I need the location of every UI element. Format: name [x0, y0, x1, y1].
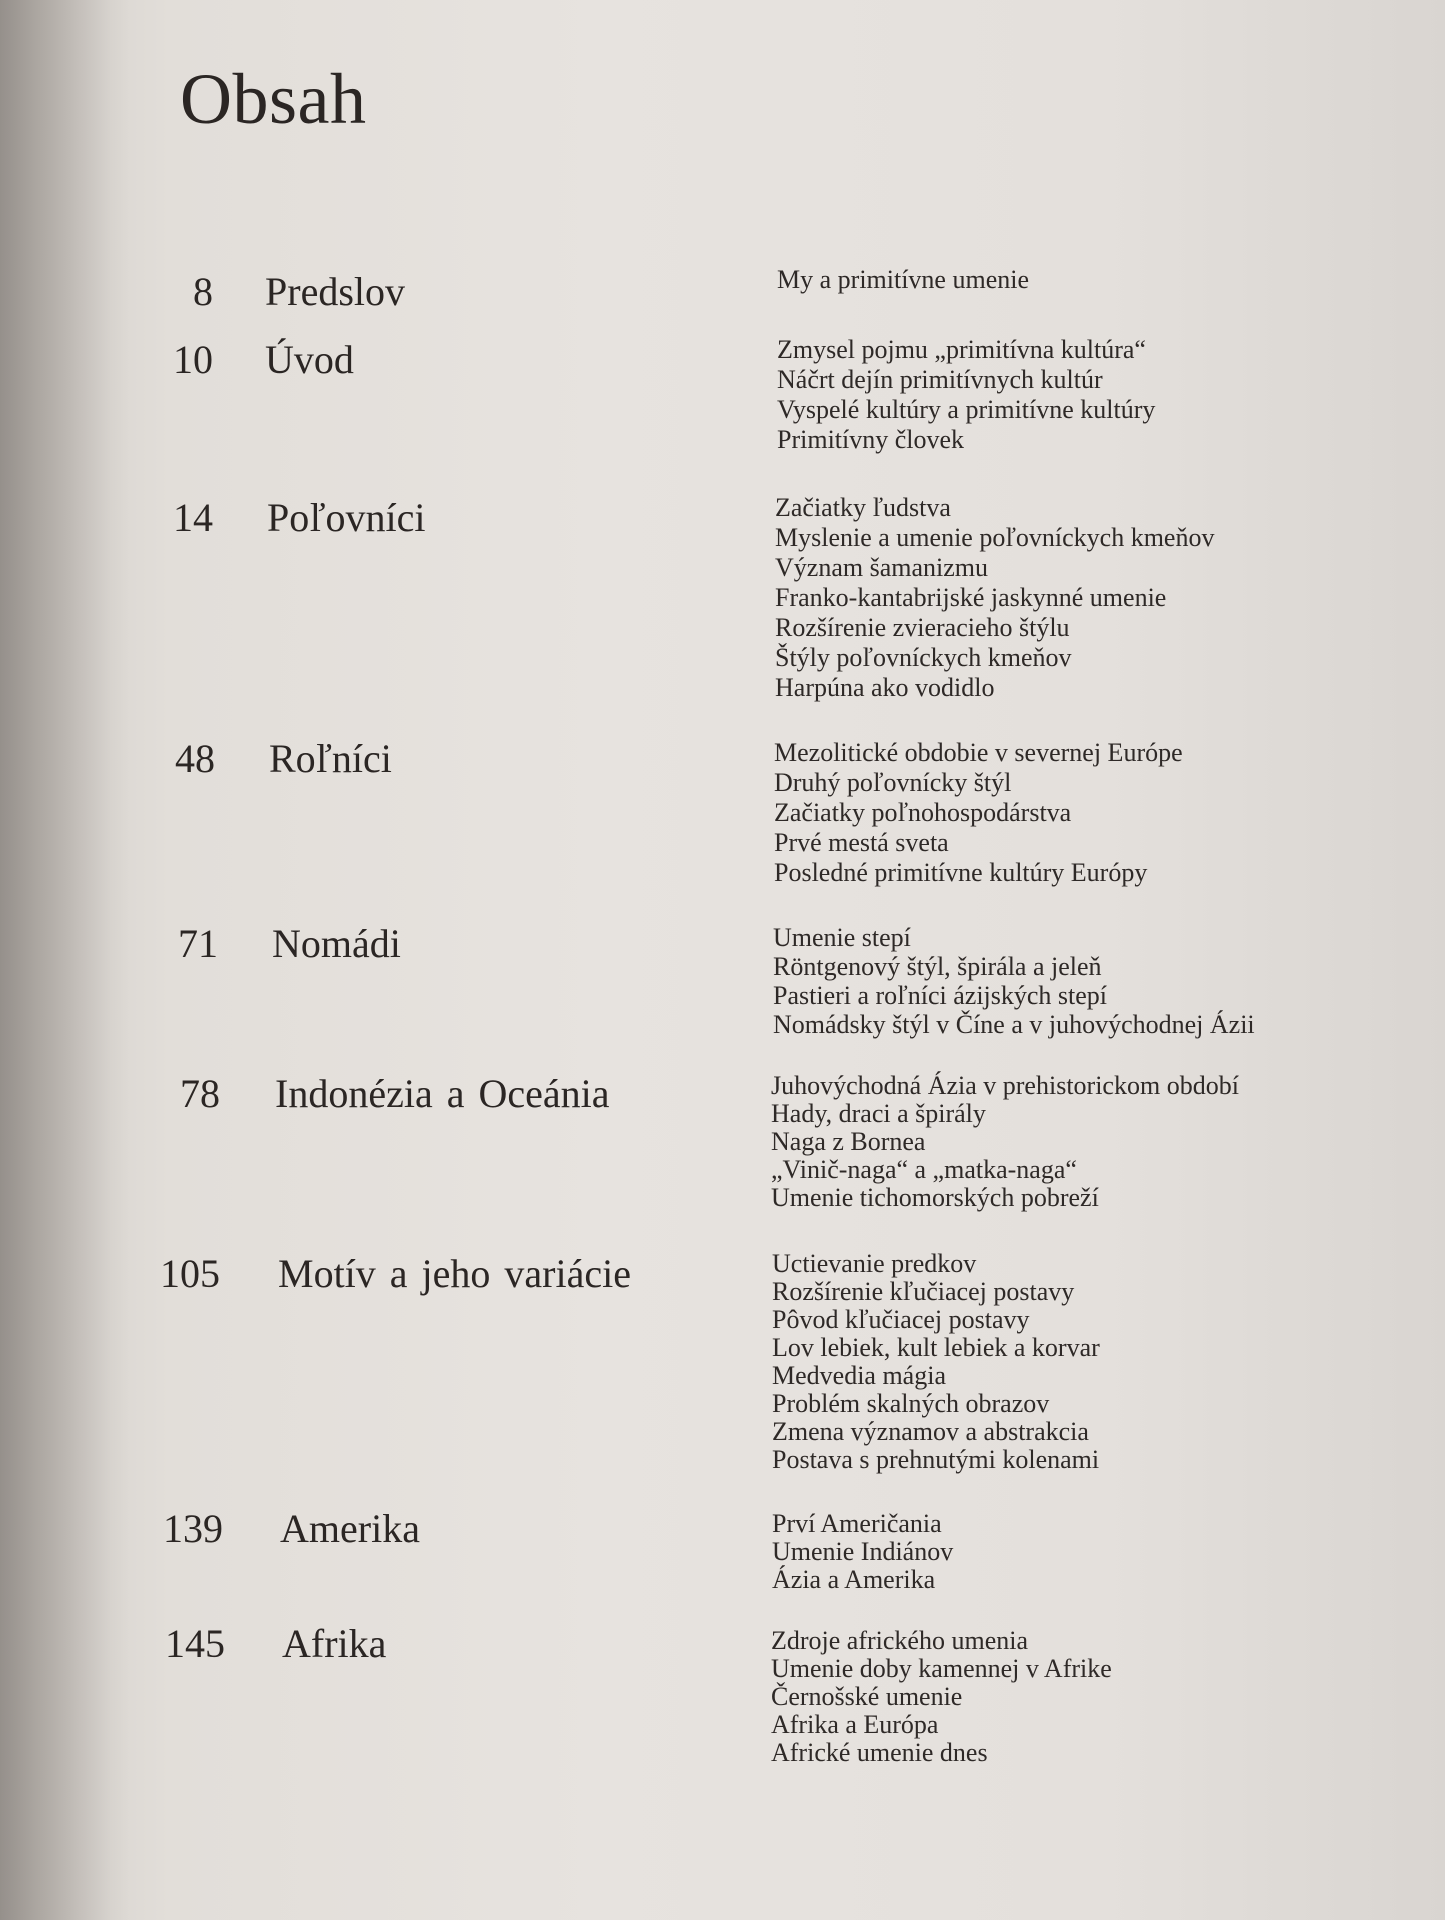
subtopic-item: „Vinič-naga“ a „matka-naga“ — [771, 1155, 1077, 1184]
subtopic-item: Začiatky ľudstva — [775, 493, 951, 522]
subtopic-list — [772, 1510, 953, 1594]
subtopic-item: Juhovýchodná Ázia v prehistorickom období — [771, 1071, 1239, 1100]
subtopic-item: Začiatky poľnohospodárstva — [774, 798, 1072, 827]
subtopic-item: Mezolitické obdobie v severnej Európe — [774, 738, 1183, 767]
subtopic-item: Zmena významov a abstrakcia — [772, 1417, 1089, 1446]
subtopic-item: Vyspelé kultúry a primitívne kultúry — [777, 395, 1156, 424]
chapter-page-number: 139 — [163, 1506, 223, 1551]
chapter-page-number: 145 — [165, 1621, 225, 1666]
subtopic-item: Umenie tichomorských pobreží — [771, 1183, 1099, 1212]
chapter-title: Afrika — [282, 1621, 387, 1666]
subtopic-list — [771, 1627, 1112, 1767]
subtopic-list — [772, 1250, 1100, 1474]
chapter-page-number: 78 — [180, 1071, 220, 1116]
subtopic-item: Umenie doby kamennej v Afrike — [771, 1654, 1112, 1683]
chapter-title: Nomádi — [272, 921, 401, 966]
subtopic-item: Afrika a Európa — [771, 1710, 939, 1739]
subtopic-item: Náčrt dejín primitívnych kultúr — [777, 365, 1103, 394]
subtopic-item: My a primitívne umenie — [777, 265, 1030, 294]
subtopic-item: Medvedia mágia — [772, 1361, 946, 1390]
subtopic-item: Význam šamanizmu — [775, 553, 988, 582]
chapter-title: Roľníci — [269, 736, 392, 781]
chapter-page-number: 71 — [178, 921, 218, 966]
subtopic-item: Zdroje afrického umenia — [771, 1626, 1028, 1655]
subtopic-item: Pastieri a roľníci ázijských stepí — [773, 981, 1108, 1010]
chapter-page-number: 105 — [160, 1251, 220, 1296]
subtopic-item: Posledné primitívne kultúry Európy — [774, 858, 1148, 887]
chapter-title: Motív a jeho variácie — [278, 1251, 631, 1296]
subtopic-item: Prví Američania — [772, 1509, 942, 1538]
chapter-page-number: 14 — [173, 495, 213, 540]
subtopic-item: Harpúna ako vodidlo — [775, 673, 995, 702]
subtopic-item: Černošské umenie — [771, 1682, 963, 1711]
subtopic-item: Africké umenie dnes — [771, 1738, 988, 1767]
page-gutter-shadow — [0, 0, 130, 1920]
chapter-page-number: 8 — [193, 269, 213, 314]
subtopic-item: Zmysel pojmu „primitívna kultúra“ — [777, 335, 1146, 364]
subtopic-item: Problém skalných obrazov — [772, 1389, 1050, 1418]
subtopic-item: Rozšírenie kľučiacej postavy — [772, 1277, 1075, 1306]
chapter-title: Amerika — [280, 1506, 420, 1551]
subtopic-item: Pôvod kľučiacej postavy — [772, 1305, 1030, 1334]
subtopic-item: Naga z Bornea — [771, 1127, 926, 1156]
chapter-page-number: 48 — [175, 736, 215, 781]
subtopic-item: Štýly poľovníckych kmeňov — [775, 643, 1072, 672]
subtopic-item: Umenie Indiánov — [772, 1537, 954, 1566]
subtopic-list — [777, 265, 1029, 295]
chapter-title: Indonézia a Oceánia — [275, 1071, 610, 1116]
page-title: Obsah — [180, 59, 367, 139]
subtopic-item: Primitívny človek — [777, 425, 965, 454]
subtopic-item: Druhý poľovnícky štýl — [774, 768, 1012, 797]
subtopic-item: Nomádsky štýl v Číne a v juhovýchodnej Ázii — [773, 1010, 1255, 1039]
subtopic-item: Ázia a Amerika — [772, 1565, 936, 1594]
chapter-title: Úvod — [265, 337, 354, 382]
subtopic-list — [774, 738, 1183, 888]
subtopic-item: Lov lebiek, kult lebiek a korvar — [772, 1333, 1100, 1362]
subtopic-list — [777, 335, 1155, 455]
subtopic-item: Postava s prehnutými kolenami — [772, 1445, 1100, 1474]
subtopic-item: Rozšírenie zvieracieho štýlu — [775, 613, 1070, 642]
subtopic-item: Myslenie a umenie poľovníckych kmeňov — [775, 523, 1215, 552]
subtopic-list — [771, 1072, 1239, 1212]
chapter-page-number: 10 — [173, 337, 213, 382]
chapter-title: Predslov — [265, 269, 405, 314]
subtopic-item: Franko-kantabrijské jaskynné umenie — [775, 583, 1167, 612]
chapter-title: Poľovníci — [267, 495, 426, 540]
subtopic-item: Röntgenový štýl, špirála a jeleň — [773, 952, 1102, 981]
subtopic-list — [773, 923, 1255, 1039]
subtopic-item: Prvé mestá sveta — [774, 828, 949, 857]
subtopic-list — [775, 493, 1214, 703]
subtopic-item: Uctievanie predkov — [772, 1249, 977, 1278]
subtopic-item: Umenie stepí — [773, 923, 911, 952]
subtopic-item: Hady, draci a špirály — [771, 1099, 986, 1128]
